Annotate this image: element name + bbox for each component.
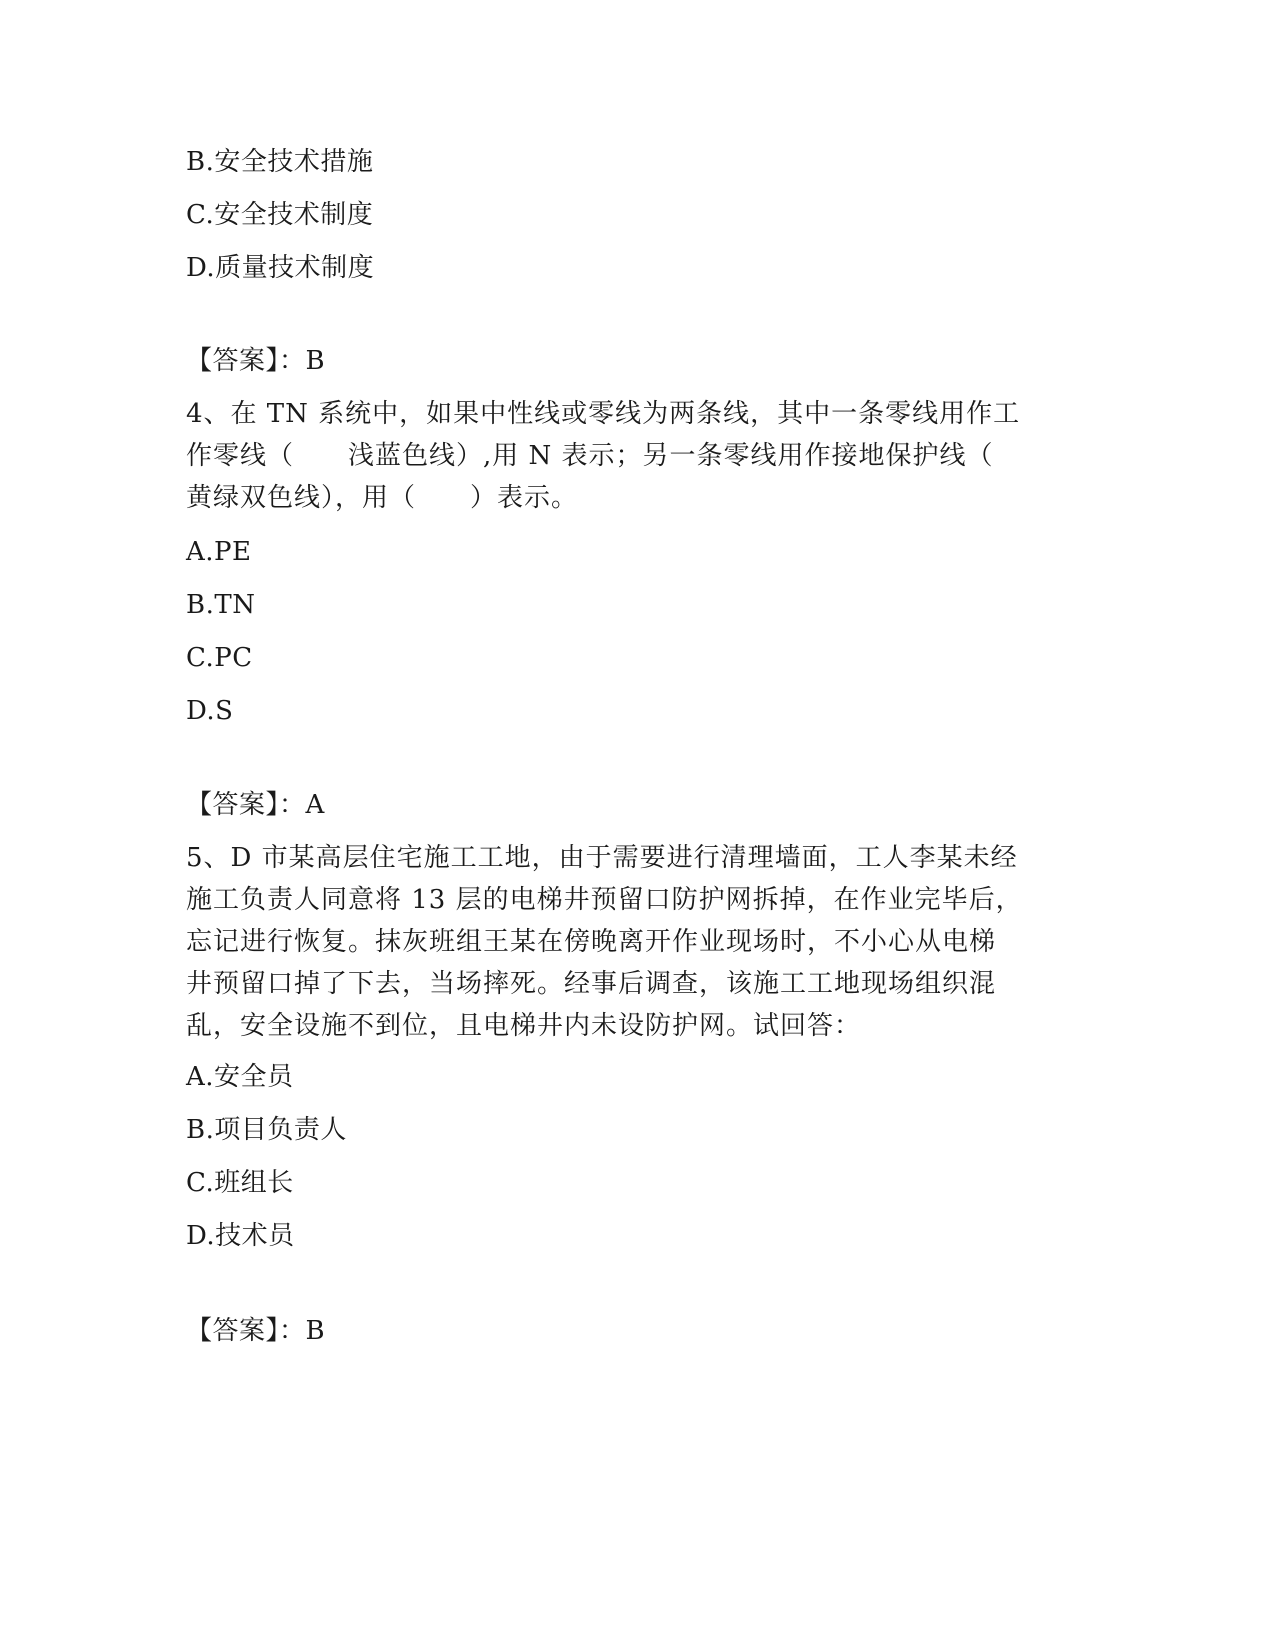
q5-stem-line: 忘记进行恢复。抹灰班组王某在傍晚离开作业现场时，不小心从电梯 [186,927,997,957]
q4-option-d: D.S [186,696,234,726]
q3-option-b: B.安全技术措施 [186,147,374,177]
q4-stem [186,393,1066,519]
q5-option-c: C.班组长 [186,1168,294,1198]
q4-stem-line: 黄绿双色线），用（ ）表示。 [186,483,579,513]
q4-stem-line: 作零线（ 浅蓝色线）,用 N 表示；另一条零线用作接地保护线（ [186,441,994,471]
q4-stem-line: 4、在 TN 系统中，如果中性线或零线为两条线，其中一条零线用作工 [186,399,1021,429]
q3-option-c: C.安全技术制度 [186,200,374,230]
q4-option-b: B.TN [186,590,256,620]
q5-answer: 【答案】：B [186,1316,326,1346]
q3-option-d: D.质量技术制度 [186,253,375,283]
q5-stem-line: 乱，安全设施不到位，且电梯井内未设防护网。试回答： [186,1011,862,1041]
q5-option-d: D.技术员 [186,1221,295,1251]
q5-option-b: B.项目负责人 [186,1115,347,1145]
q5-stem [186,837,1066,1047]
q5-stem-line: 5、D 市某高层住宅施工工地，由于需要进行清理墙面，工人李某未经 [186,843,1018,873]
q4-answer: 【答案】：A [186,790,325,820]
q4-option-a: A.PE [186,537,252,567]
q3-answer: 【答案】：B [186,346,326,376]
q5-option-a: A.安全员 [186,1062,294,1092]
q5-stem-line: 井预留口掉了下去，当场摔死。经事后调查，该施工工地现场组织混 [186,969,997,999]
q4-option-c: C.PC [186,643,253,673]
q5-stem-line: 施工负责人同意将 13 层的电梯井预留口防护网拆掉，在作业完毕后， [186,885,1023,915]
